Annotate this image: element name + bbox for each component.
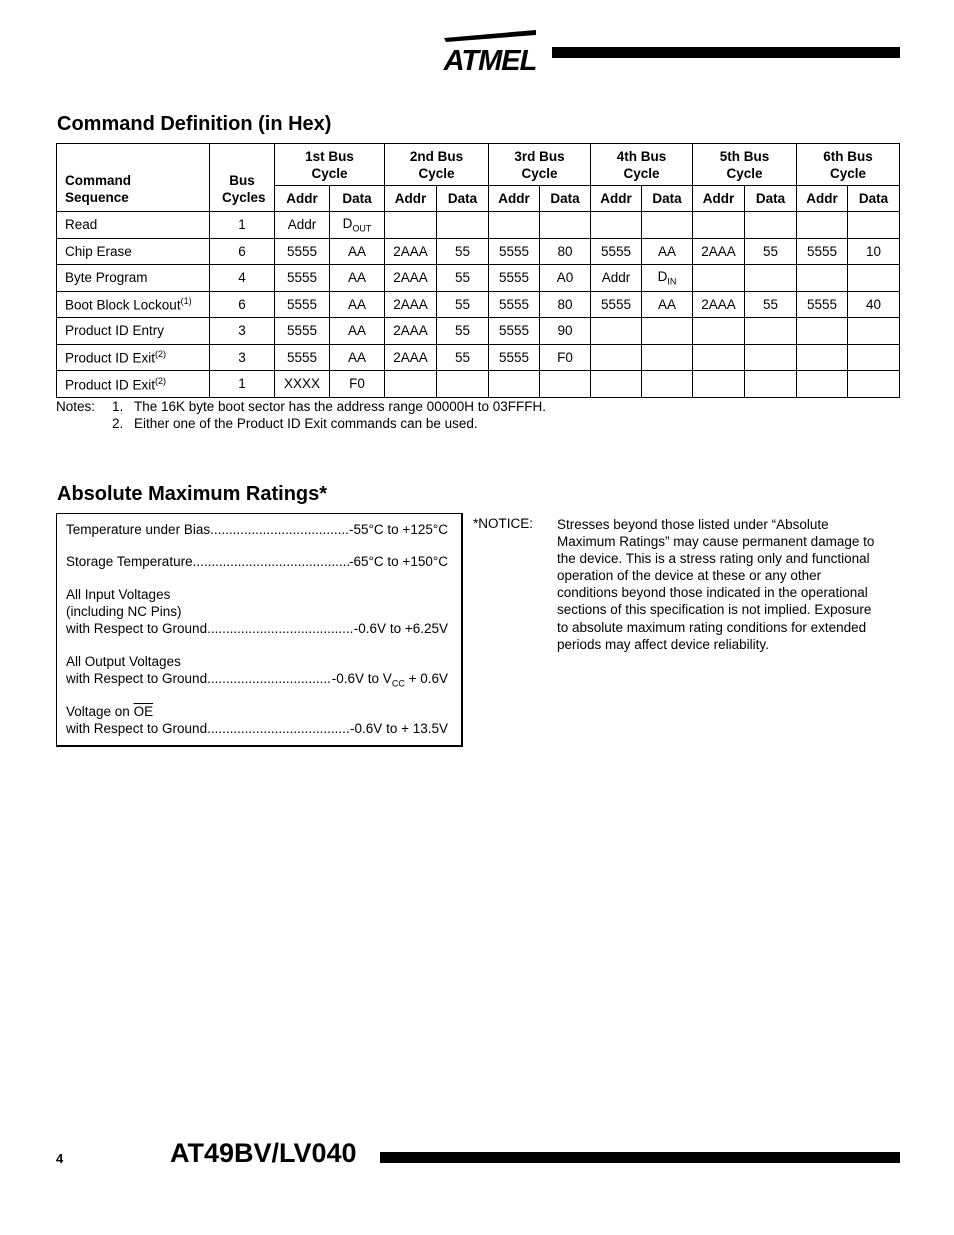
addr-cell [591,318,642,345]
addr-cell [693,212,745,239]
rating-value: -55°C to +125°C [349,522,448,537]
rating-temperature-bias [66,521,448,538]
addr-cell: 2AAA [693,291,745,318]
data-cell: F0 [540,344,591,371]
rating-input-voltages [66,586,448,637]
cycle-header: 3rd Bus Cycle [489,144,591,186]
data-cell: 55 [437,318,489,345]
oe-signal: $\overline{OE}$ [133,704,154,719]
addr-cell [591,371,642,398]
command-row [57,265,900,292]
addr-cell: 5555 [797,238,848,265]
addr-cell [797,212,848,239]
command-name: Boot Block Lockout$^{(1)}$ [57,291,210,318]
addr-cell [489,212,540,239]
addr-cell: 5555 [275,238,330,265]
addr-cell: 5555 [797,291,848,318]
addr-cell [591,344,642,371]
cycle-header: 2nd Bus Cycle [385,144,489,186]
command-row [57,371,900,398]
data-cell: 90 [540,318,591,345]
data-cell: 55 [437,265,489,292]
command-row [57,291,900,318]
ratings-box [56,513,463,747]
note-number: 2. [112,416,124,431]
rating-label: with Respect to Ground [66,621,208,636]
data-cell [437,212,489,239]
data-cell [848,371,900,398]
data-header: Data [745,186,797,212]
data-cell: $D_{OUT}$ [330,212,385,239]
data-cell: $D_{IN}$ [642,265,693,292]
addr-header: Addr [385,186,437,212]
addr-cell: 5555 [591,291,642,318]
command-name: Byte Program [57,265,210,292]
addr-cell [797,371,848,398]
addr-cell [693,344,745,371]
data-cell: AA [330,291,385,318]
command-row [57,318,900,345]
addr-cell [591,212,642,239]
data-header: Data [540,186,591,212]
data-cell [745,371,797,398]
addr-cell: 5555 [275,291,330,318]
bus-cycles-value: 6 [210,238,275,265]
data-cell [848,265,900,292]
data-cell [745,212,797,239]
command-name: Product ID Entry [57,318,210,345]
addr-cell [797,318,848,345]
addr-cell [385,212,437,239]
rating-label: All Output Voltages [66,654,181,669]
rating-label: (including NC Pins) [66,604,182,619]
data-header: Data [437,186,489,212]
footnote-ref: (2) [155,349,167,359]
bus-cycles-value: 3 [210,318,275,345]
data-cell [642,318,693,345]
addr-cell: 5555 [489,238,540,265]
data-cell: AA [330,238,385,265]
data-cell [745,344,797,371]
addr-header: Addr [275,186,330,212]
cycle-header-row [57,144,900,186]
notice-label: *NOTICE: [473,516,534,531]
data-header: Data [642,186,693,212]
data-cell: 55 [745,291,797,318]
data-cell [848,344,900,371]
cycle-header: 4th Bus Cycle [591,144,693,186]
rating-value: -0.6V to $V_{CC} + 0.6V$ [331,671,448,689]
data-cell [540,371,591,398]
cycle-header: 1st Bus Cycle [275,144,385,186]
addr-cell: XXXX [275,371,330,398]
addr-header: Addr [489,186,540,212]
data-cell: AA [330,265,385,292]
data-cell: 55 [437,344,489,371]
addr-cell: 5555 [489,344,540,371]
data-cell: 10 [848,238,900,265]
data-cell [745,318,797,345]
command-definition-heading: Command Definition (in Hex) [57,113,332,135]
data-header: Data [330,186,385,212]
data-cell: A0 [540,265,591,292]
note-number: 1. [112,399,124,414]
command-row [57,212,900,239]
atmel-logo-text: ATMEL [443,45,537,76]
addr-cell: 5555 [275,265,330,292]
data-cell: 55 [437,238,489,265]
rating-value: -0.6V to +6.25V [353,621,448,636]
command-row [57,238,900,265]
addr-header: Addr [797,186,848,212]
addr-cell [385,371,437,398]
notice-text: Stresses beyond those listed under “Absolute Maximum Ratings” may cause permanent damage to the device. This is a stress rating only and functional operation of the device at these or any other conditions beyond those indicated in the operational sections of this specification is not implied. Exposure to absolute maximum rating conditions for extended periods may affect device reliability. [557,517,875,652]
rating-oe-voltage [66,703,448,737]
data-cell: 80 [540,291,591,318]
data-cell: AA [642,291,693,318]
atmel-logo [440,26,540,76]
rating-value: -0.6V to + 13.5V [350,721,448,736]
note-row [56,398,546,415]
addr-cell [797,265,848,292]
document-title: AT49BV/LV040 [170,1138,357,1168]
addr-header: Addr [591,186,642,212]
rating-label: All Input Voltages [66,587,171,602]
data-cell: AA [330,318,385,345]
addr-cell: 2AAA [385,291,437,318]
rating-label: with Respect to Ground [66,721,208,736]
addr-cell: 5555 [489,318,540,345]
data-cell [437,371,489,398]
data-cell: 40 [848,291,900,318]
rating-label: Storage Temperature [66,554,193,569]
addr-cell: 5555 [489,291,540,318]
addr-cell: 5555 [591,238,642,265]
cycle-header: 5th Bus Cycle [693,144,797,186]
addr-cell: Addr [275,212,330,239]
header-bar [552,47,900,58]
data-cell [642,212,693,239]
bus-cycles-value: 1 [210,212,275,239]
data-cell: F0 [330,371,385,398]
rating-output-voltages [66,653,448,693]
addr-cell [797,344,848,371]
data-cell [540,212,591,239]
data-cell: AA [330,344,385,371]
command-row [57,344,900,371]
footnote-ref: (2) [155,375,167,386]
command-name: Product ID Exit$^{(2)}$ [57,371,210,398]
bus-cycles-value: 3 [210,344,275,371]
addr-cell: 2AAA [385,238,437,265]
addr-cell [693,265,745,292]
bus-cycles-value: 6 [210,291,275,318]
bus-cycles-value: 4 [210,265,275,292]
addr-cell: 2AAA [693,238,745,265]
data-cell: 55 [745,238,797,265]
addr-cell [693,318,745,345]
rating-label: Temperature under Bias [66,522,211,537]
cycle-header: 6th Bus Cycle [797,144,900,186]
addr-cell: 5555 [275,344,330,371]
bus-cycles-value: 1 [210,371,275,398]
data-cell [642,344,693,371]
addr-cell: 2AAA [385,265,437,292]
page-number: 4 [56,1151,64,1166]
note-text: Either one of the Product ID Exit commands can be used. [134,416,478,431]
command-name: Read [57,212,210,239]
rating-label: with Respect to Ground [66,671,208,686]
note-text: The 16K byte boot sector has the address range 00000H to 03FFFH. [134,399,546,414]
data-cell [745,265,797,292]
data-cell: 55 [437,291,489,318]
addr-cell: 2AAA [385,344,437,371]
rating-value: -65°C to +150°C [349,554,448,569]
addr-cell: 5555 [275,318,330,345]
addr-cell: 5555 [489,265,540,292]
command-name: Product ID Exit$^{(2)}$ [57,344,210,371]
note-row [56,415,546,432]
addr-cell: Addr [591,265,642,292]
command-sequence-header: Command Sequence [57,144,210,212]
notes-label: Notes: [56,399,96,414]
data-cell [848,212,900,239]
command-table-body [57,212,900,398]
rating-label: Voltage on $\overline{OE}$ [66,704,154,719]
addr-header: Addr [693,186,745,212]
footer-bar [380,1152,900,1163]
data-header: Data [848,186,900,212]
data-cell: 80 [540,238,591,265]
rating-storage-temperature [66,553,448,570]
addr-cell [693,371,745,398]
command-definition-table [56,143,900,398]
table-notes [56,398,546,432]
data-cell: AA [642,238,693,265]
data-cell [642,371,693,398]
addr-cell [489,371,540,398]
bus-cycles-header: Bus Cycles [210,144,275,212]
data-cell [848,318,900,345]
footnote-ref: (1) [180,296,192,306]
absolute-maximum-ratings-heading: Absolute Maximum Ratings* [57,483,328,505]
addr-cell: 2AAA [385,318,437,345]
command-name: Chip Erase [57,238,210,265]
